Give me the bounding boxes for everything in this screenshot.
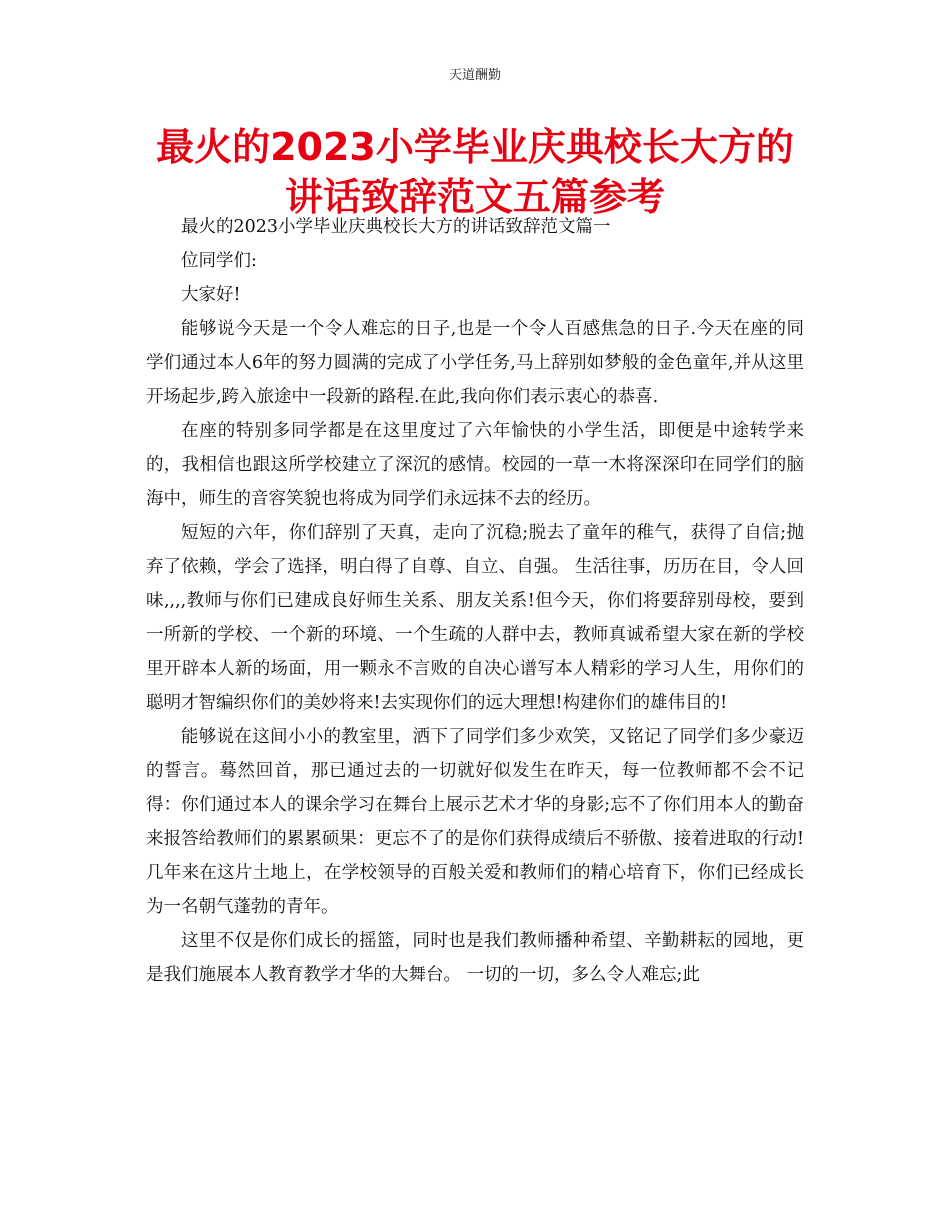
paragraph: 短短的六年，你们辞别了天真，走向了沉稳;脱去了童年的稚气，获得了自信;抛弃了依赖，学会了选择，明白得了自尊、自立、自强。 生活往事，历历在目，令人回味,,,,教师与你们已建成良好师生关系、朋友关系!但今天，你们将要辞别母校，要到一所新的学校、一个新的环境、一个生疏的人群中去，教师真诚希望大家在新的学校里开辟本人新的场面，用一颗永不言败的自决心谱写本人精彩的学习人生，用你们的聪明才智编织你们的美妙将来!去实现你们的远大理想!构建你们的雄伟目的!	[146, 523, 804, 713]
document-title: 最火的2023小学毕业庆典校长大方的讲话致辞范文五篇参考	[156, 125, 794, 219]
greeting: 大家好!	[181, 285, 241, 305]
document-body	[146, 210, 804, 992]
salutation: 位同学们:	[181, 251, 257, 271]
section-heading: 最火的2023小学毕业庆典校长大方的讲话致辞范文篇一	[181, 217, 611, 237]
page-header-note: 天道酬勤	[448, 68, 501, 83]
paragraph: 在座的特别多同学都是在这里度过了六年愉快的小学生活，即便是中途转学来的，我相信也跟这所学校建立了深沉的感情。校园的一草一木将深深印在同学们的脑海中，师生的音容笑貌也将成为同学们永远抹不去的经历。	[146, 421, 804, 509]
paragraph: 这里不仅是你们成长的摇篮，同时也是我们教师播种希望、辛勤耕耘的园地，更是我们施展本人教育教学才华的大舞台。 一切的一切，多么令人难忘;此	[146, 931, 804, 985]
paragraph: 能够说今天是一个令人难忘的日子,也是一个令人百感焦急的日子.今天在座的同学们通过本人6年的努力圆满的完成了小学任务,马上辞别如梦般的金色童年,并从这里开场起步,跨入旅途中一段新的路程.在此,我向你们表示衷心的恭喜.	[146, 319, 804, 407]
paragraph: 能够说在这间小小的教室里，洒下了同学们多少欢笑，又铭记了同学们多少豪迈的誓言。蓦然回首，那已通过去的一切就好似发生在昨天，每一位教师都不会不记得：你们通过本人的课余学习在舞台上展示艺术才华的身影;忘不了你们用本人的勤奋来报答给教师们的累累硕果：更忘不了的是你们获得成绩后不骄傲、接着进取的行动!几年来在这片土地上，在学校领导的百般关爱和教师们的精心培育下，你们已经成长为一名朝气蓬勃的青年。	[146, 727, 804, 917]
